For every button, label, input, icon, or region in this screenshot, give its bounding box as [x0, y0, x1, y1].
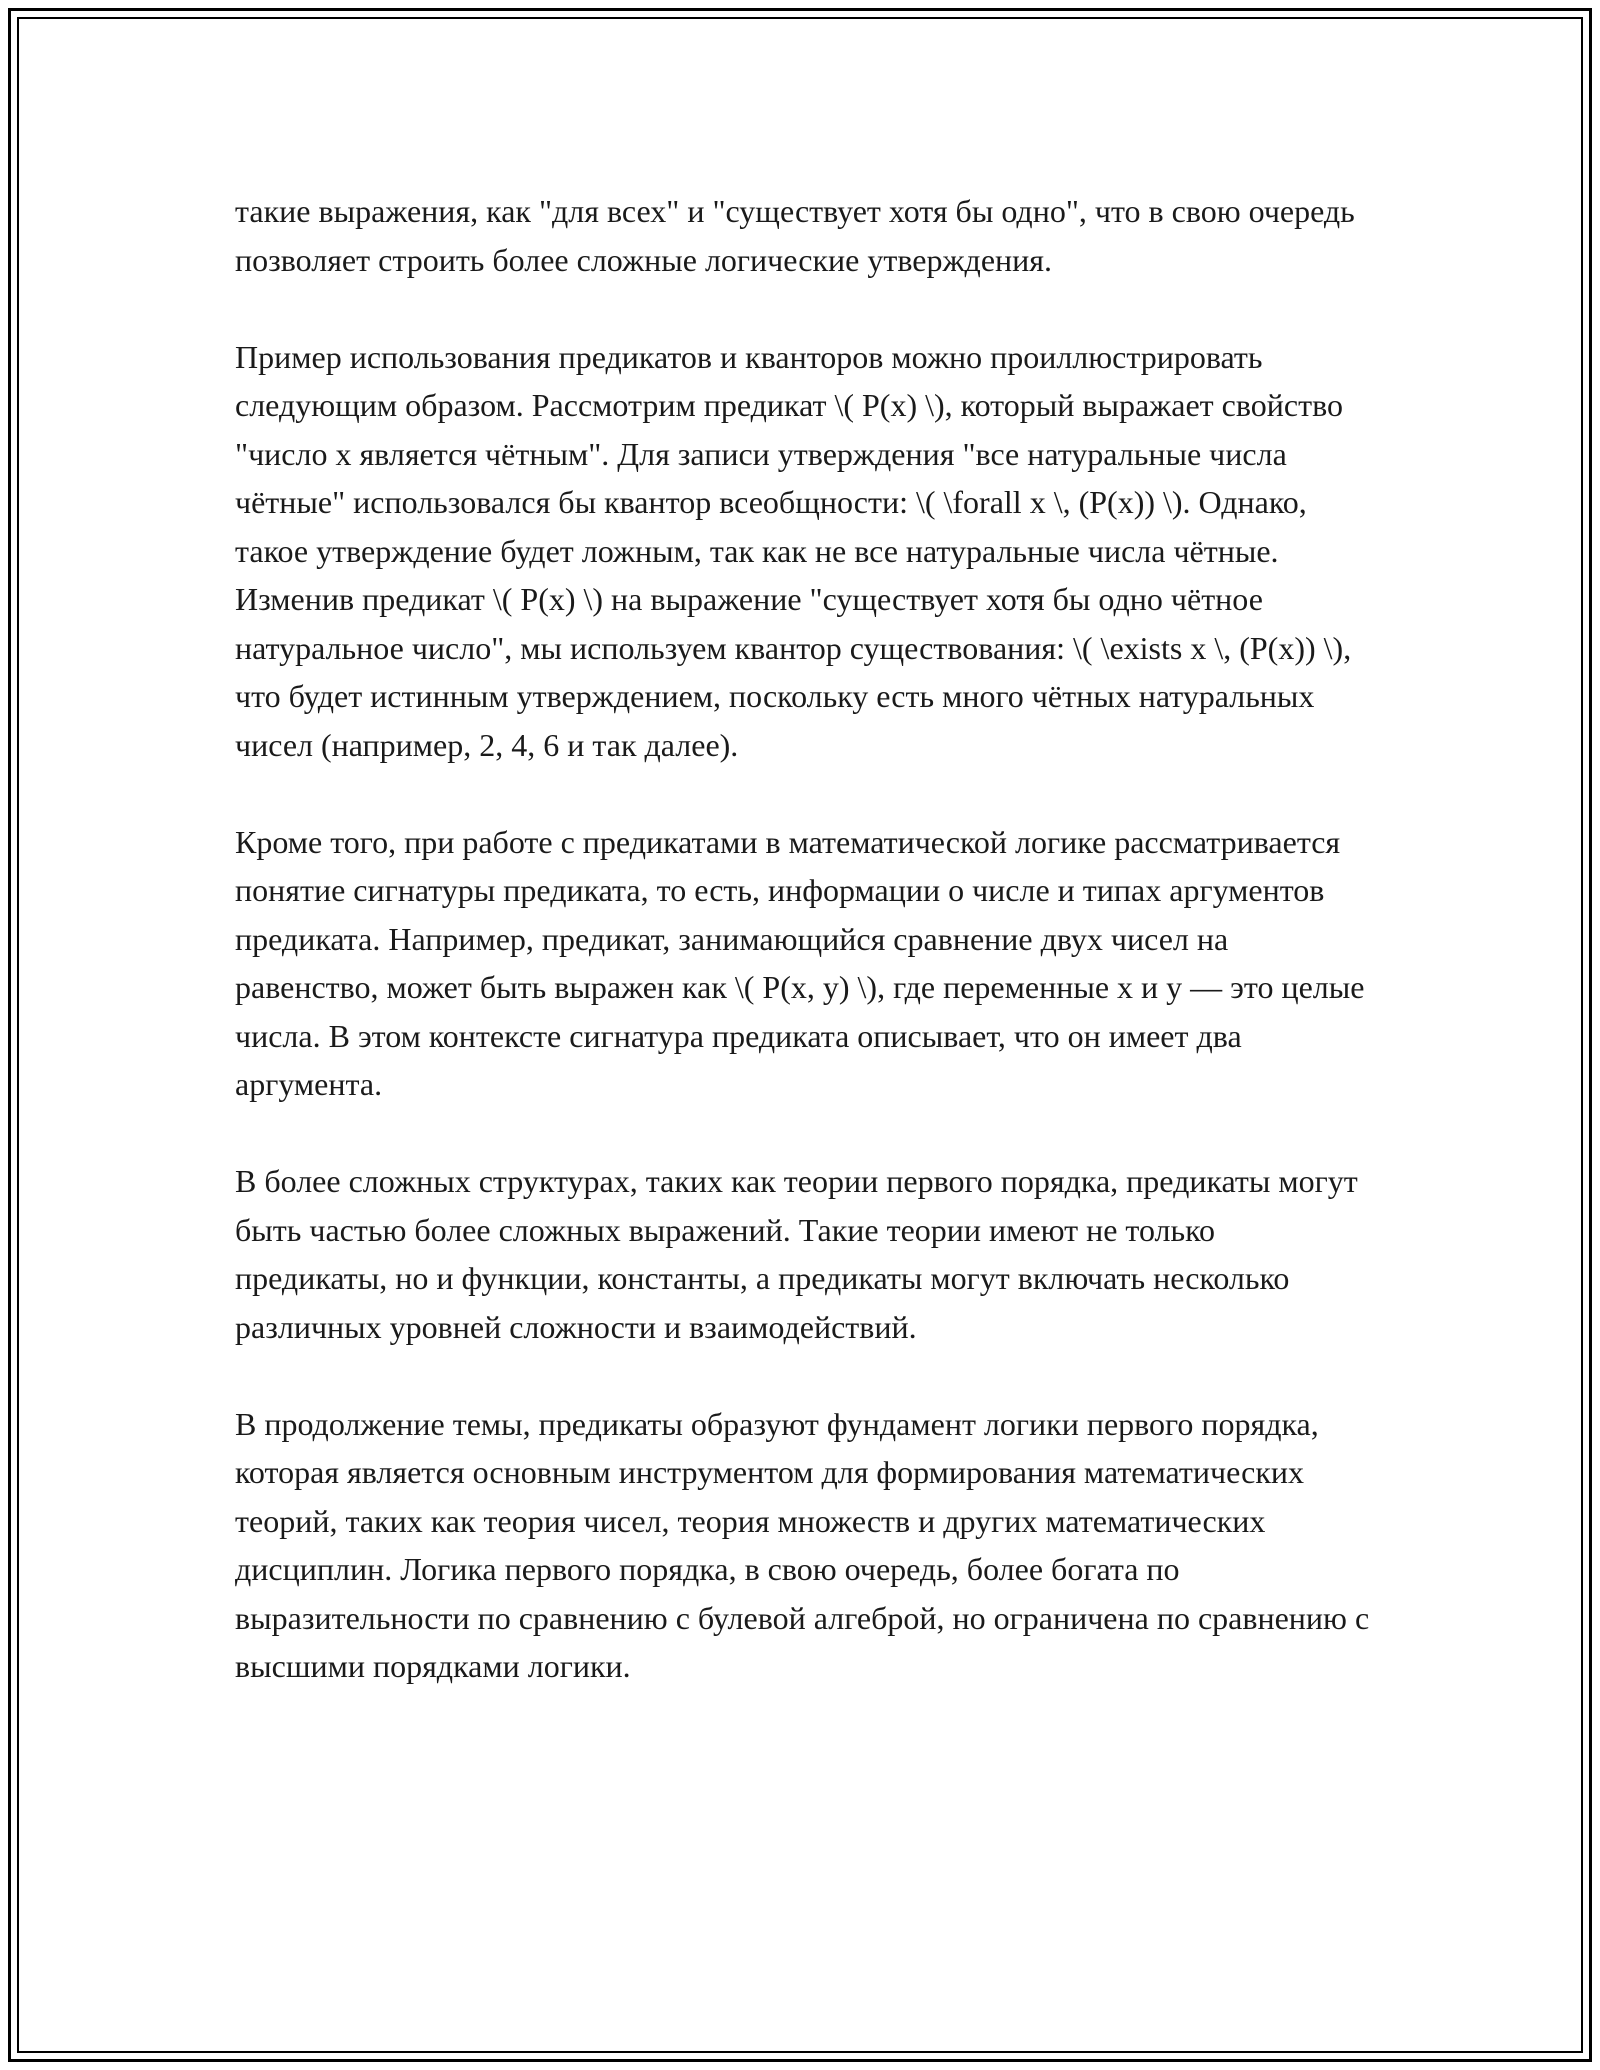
paragraph-4: В более сложных структурах, таких как теории первого порядка, предикаты могут быть частью более сложных выражений. Такие теории имеют не только предикаты, но и функции, константы, а предикаты могут включать несколько различных уровней сложности и взаимодействий. — [235, 1163, 1358, 1345]
paragraph-5: В продолжение темы, предикаты образуют фундамент логики первого порядка, которая является основным инструментом для формирования математических теорий, таких как теория чисел, теория множеств и других математических дисциплин. Логика первого порядка, в свою очередь, более богата по выразительности по сравнению с булевой алгеброй, но ограничена по сравнению с высшими порядками логики. — [235, 1405, 1370, 1684]
document-body — [235, 187, 1370, 1691]
paragraph-3: Кроме того, при работе с предикатами в математической логике рассматривается понятие сигнатуры предиката, то есть, информации о числе и типах аргументов предиката. Например, предикат, занимающийся сравнение двух чисел на равенство, может быть выражен как \( P(x, y) \), где переменные x и y — это целые числа. В этом контексте сигнатура предиката описывает, что он имеет два аргумента. — [235, 823, 1365, 1102]
paragraph-1: такие выражения, как "для всех" и "существует хотя бы одно", что в свою очередь позволяет строить более сложные логические утверждения. — [235, 193, 1355, 278]
paragraph-2: Пример использования предикатов и кванторов можно проиллюстрировать следующим образом. Рассмотрим предикат \( P(x) \), который выражает свойство "число x является чётным". Для записи утверждения "все натуральные числа чётные" использовался бы квантор всеобщности: \( \forall x \, (P(x)) \). Однако, такое утверждение будет ложным, так как не все натуральные числа чётные. Изменив предикат \( P(x) \) на выражение "существует хотя бы одно чётное натуральное число", мы используем квантор существования: \( \exists x \, (P(x)) \), что будет истинным утверждением, поскольку есть много чётных натуральных чисел (например, 2, 4, 6 и так далее). — [235, 338, 1352, 763]
